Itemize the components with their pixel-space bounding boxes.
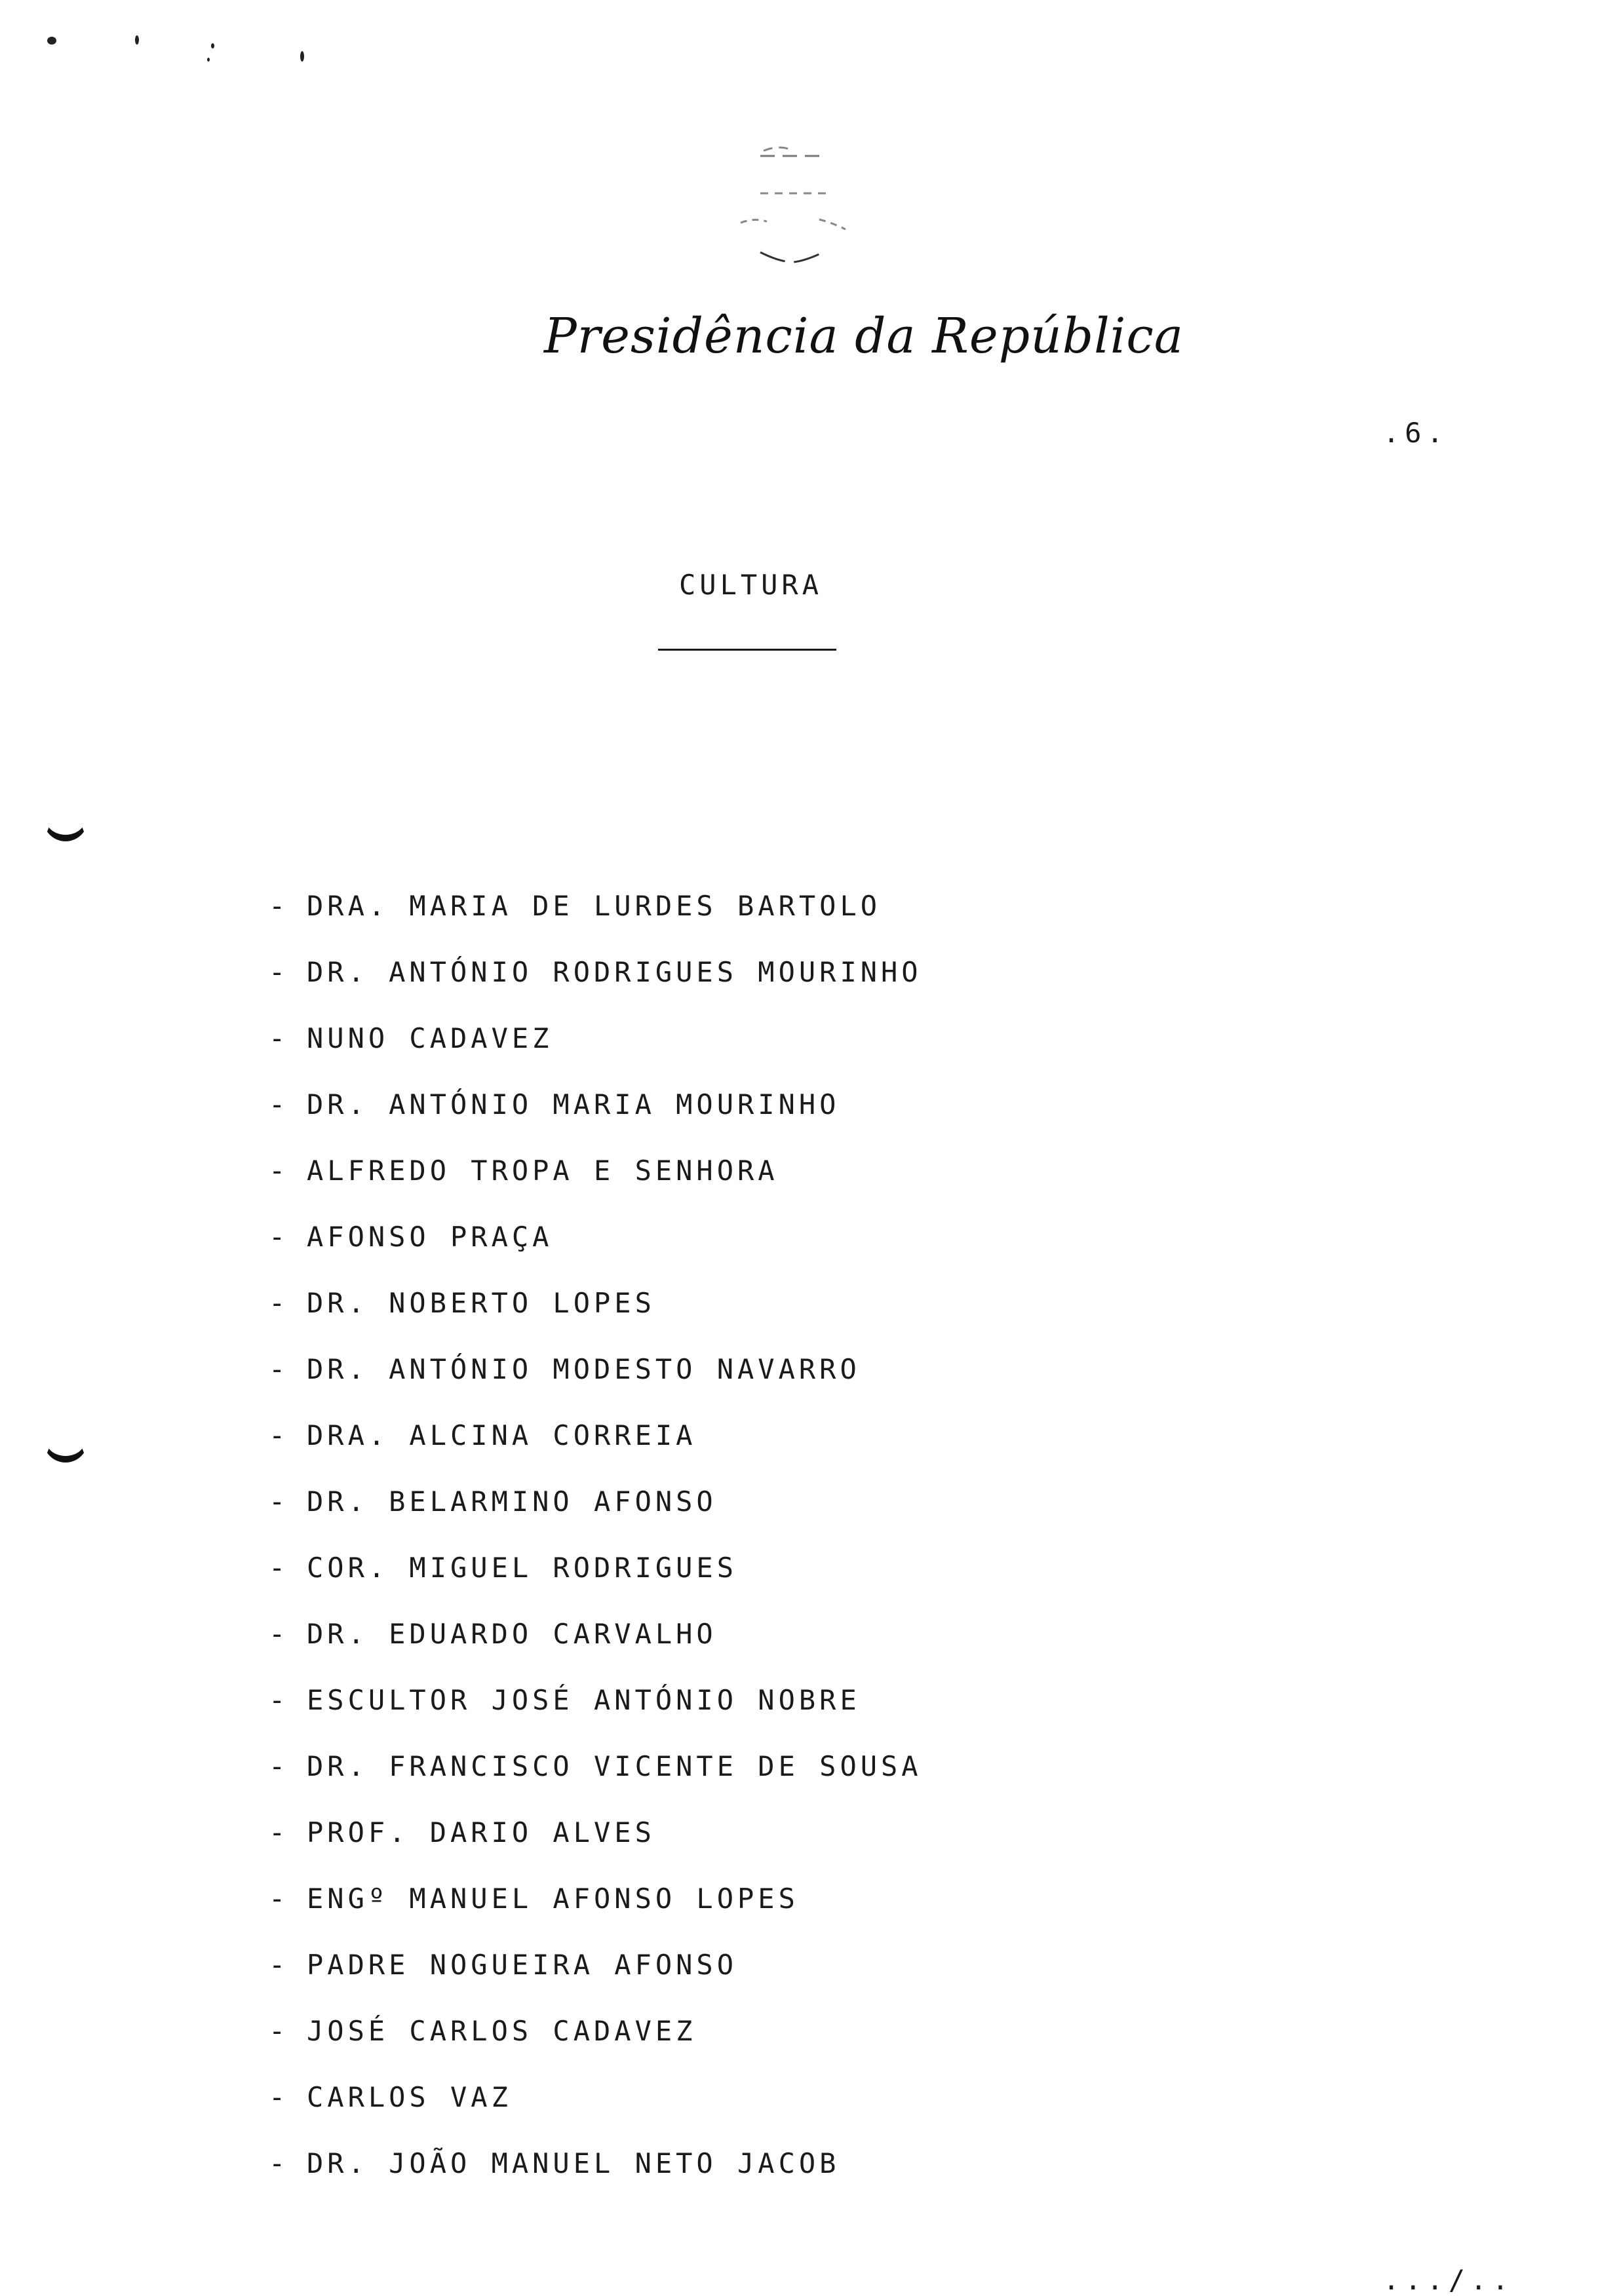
list-bullet: - <box>269 1684 290 1716</box>
list-item <box>269 2079 922 2145</box>
coat-of-arms-emblem <box>734 131 852 275</box>
margin-check-mark <box>43 813 88 841</box>
guest-name: DR. EDUARDO CARVALHO <box>307 1618 717 1650</box>
list-bullet: - <box>269 956 290 988</box>
guest-name: JOSÉ CARLOS CADAVEZ <box>307 2015 697 2047</box>
page-number: .6. <box>1383 417 1449 449</box>
scan-speck <box>207 58 210 62</box>
section-title: CULTURA <box>679 569 823 601</box>
list-item <box>269 888 922 954</box>
list-bullet: - <box>269 2015 290 2047</box>
list-item <box>269 1086 922 1153</box>
guest-name: DR. FRANCISCO VICENTE DE SOUSA <box>307 1750 922 1782</box>
list-item <box>269 2013 922 2079</box>
list-bullet: - <box>269 1750 290 1782</box>
guest-name: PROF. DARIO ALVES <box>307 1816 655 1848</box>
list-item <box>269 2145 922 2211</box>
continuation-marker: .../.. <box>1383 2264 1514 2296</box>
list-bullet: - <box>269 2081 290 2113</box>
title-underline <box>658 649 836 651</box>
letterhead-script: Presidência da República <box>544 308 1184 364</box>
scan-speck <box>211 43 214 48</box>
guest-name: ESCULTOR JOSÉ ANTÓNIO NOBRE <box>307 1684 861 1716</box>
guest-name: DR. ANTÓNIO RODRIGUES MOURINHO <box>307 956 922 988</box>
guest-name-list <box>269 888 922 2211</box>
list-bullet: - <box>269 1353 290 1385</box>
guest-name: DR. ANTÓNIO MODESTO NAVARRO <box>307 1353 861 1385</box>
list-item <box>269 1351 922 1417</box>
guest-name: CARLOS VAZ <box>307 2081 512 2113</box>
list-bullet: - <box>269 1419 290 1451</box>
list-bullet: - <box>269 1552 290 1584</box>
list-item <box>269 1550 922 1616</box>
margin-check-mark <box>43 1434 88 1463</box>
list-bullet: - <box>269 2147 290 2179</box>
list-item <box>269 1814 922 1881</box>
list-bullet: - <box>269 1618 290 1650</box>
list-item <box>269 1947 922 2013</box>
list-bullet: - <box>269 1221 290 1253</box>
guest-name: DR. BELARMINO AFONSO <box>307 1485 717 1518</box>
guest-name: ALFREDO TROPA E SENHORA <box>307 1155 779 1187</box>
list-item <box>269 1616 922 1682</box>
list-bullet: - <box>269 1287 290 1319</box>
list-item <box>269 1153 922 1219</box>
scan-speck <box>47 37 56 45</box>
guest-name: AFONSO PRAÇA <box>307 1221 553 1253</box>
list-item <box>269 1219 922 1285</box>
list-item <box>269 1682 922 1748</box>
list-item <box>269 1020 922 1086</box>
list-bullet: - <box>269 1816 290 1848</box>
scan-speck <box>300 51 304 62</box>
list-bullet: - <box>269 1883 290 1915</box>
list-bullet: - <box>269 1088 290 1120</box>
list-bullet: - <box>269 1022 290 1054</box>
guest-name: DRA. ALCINA CORREIA <box>307 1419 697 1451</box>
guest-name: NUNO CADAVEZ <box>307 1022 553 1054</box>
guest-name: DR. NOBERTO LOPES <box>307 1287 655 1319</box>
guest-name: DR. ANTÓNIO MARIA MOURINHO <box>307 1088 840 1120</box>
list-item <box>269 1881 922 1947</box>
list-bullet: - <box>269 1155 290 1187</box>
guest-name: PADRE NOGUEIRA AFONSO <box>307 1949 738 1981</box>
guest-name: DRA. MARIA DE LURDES BARTOLO <box>307 890 882 922</box>
list-item <box>269 1285 922 1351</box>
list-item <box>269 1483 922 1550</box>
guest-name: ENGº MANUEL AFONSO LOPES <box>307 1883 799 1915</box>
list-bullet: - <box>269 890 290 922</box>
list-bullet: - <box>269 1949 290 1981</box>
guest-name: DR. JOÃO MANUEL NETO JACOB <box>307 2147 840 2179</box>
guest-name: COR. MIGUEL RODRIGUES <box>307 1552 738 1584</box>
scan-speck <box>135 35 139 45</box>
list-item <box>269 954 922 1020</box>
list-bullet: - <box>269 1485 290 1518</box>
list-item <box>269 1748 922 1814</box>
list-item <box>269 1417 922 1483</box>
